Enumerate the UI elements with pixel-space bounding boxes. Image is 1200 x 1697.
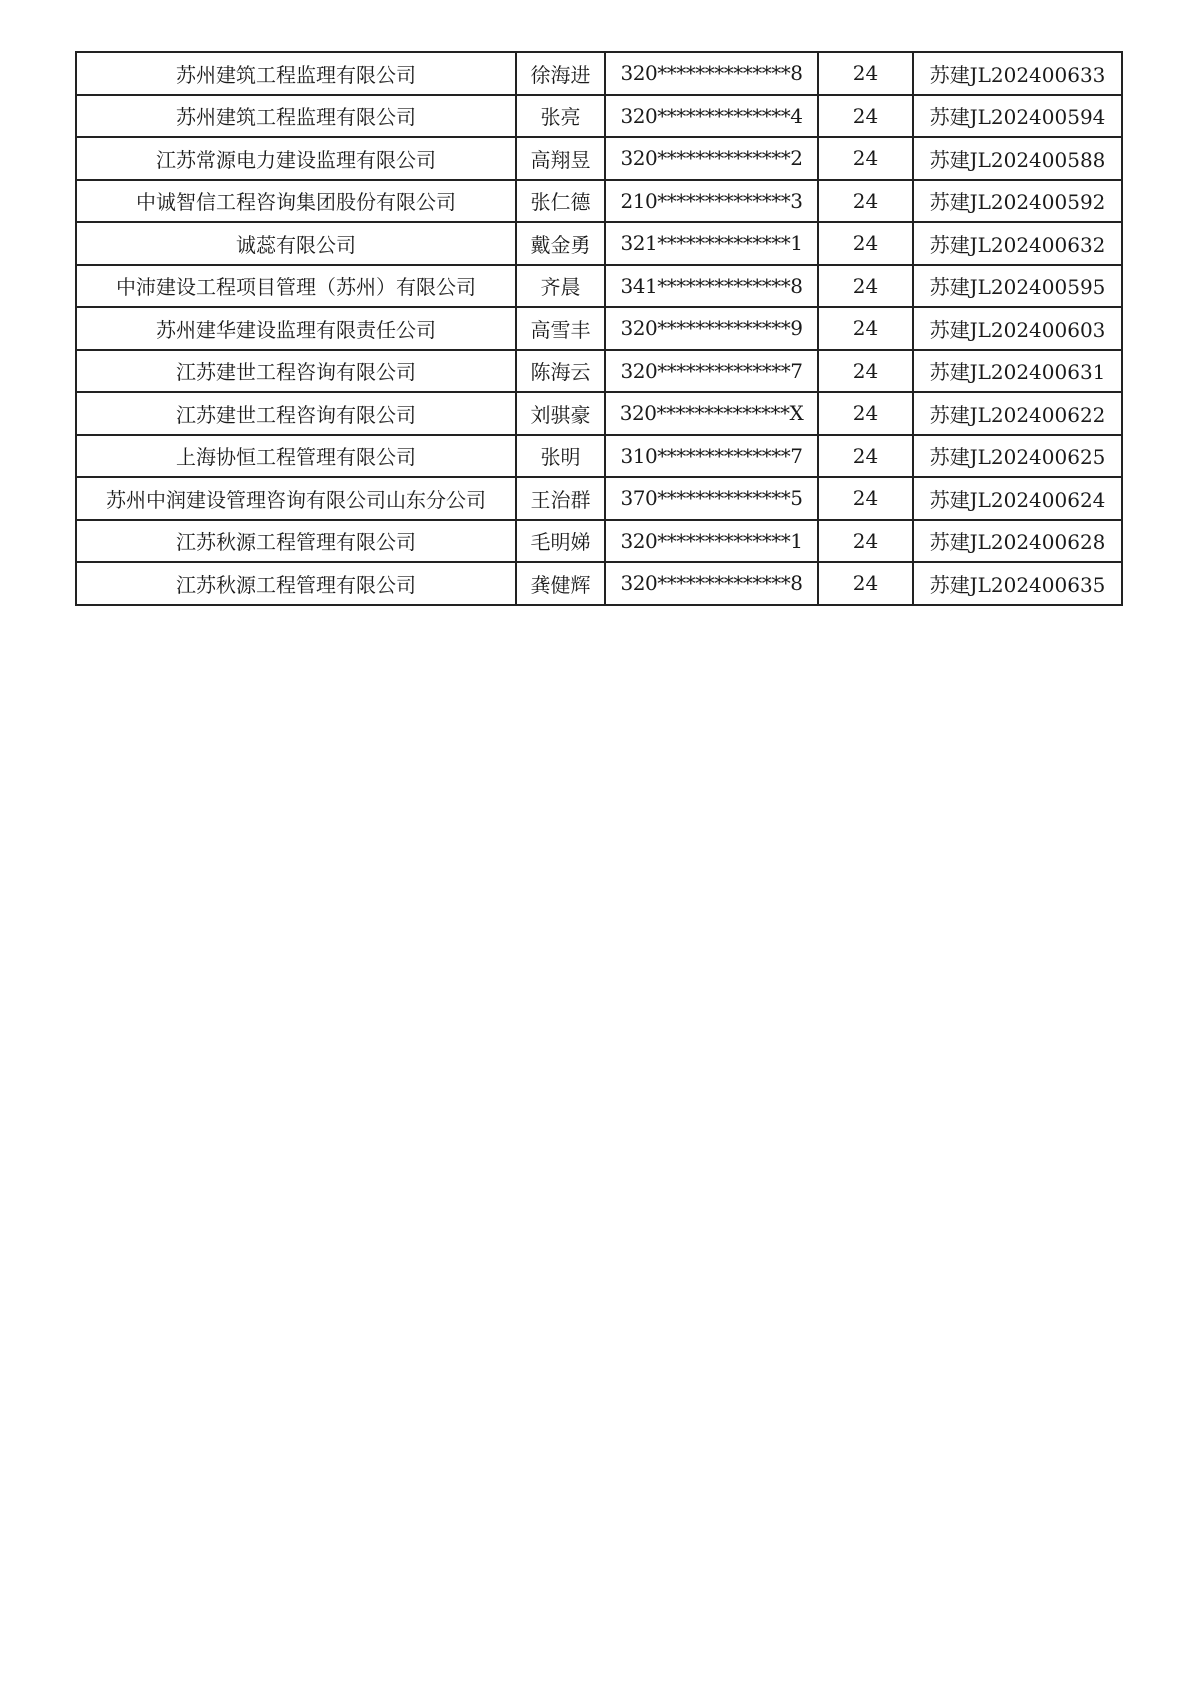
id-number-cell: 320**************2 xyxy=(605,137,818,180)
name-cell: 张亮 xyxy=(516,95,605,138)
id-number-cell: 320**************4 xyxy=(605,95,818,138)
hours-cell: 24 xyxy=(818,52,913,95)
company-cell: 苏州建筑工程监理有限公司 xyxy=(76,52,516,95)
table-row xyxy=(76,222,1122,265)
company-cell: 江苏建世工程咨询有限公司 xyxy=(76,392,516,435)
hours-cell: 24 xyxy=(818,520,913,563)
hours-cell: 24 xyxy=(818,562,913,605)
table-row xyxy=(76,520,1122,563)
company-cell: 江苏秋源工程管理有限公司 xyxy=(76,562,516,605)
company-cell: 苏州建筑工程监理有限公司 xyxy=(76,95,516,138)
company-cell: 苏州中润建设管理咨询有限公司山东分公司 xyxy=(76,477,516,520)
name-cell: 张明 xyxy=(516,435,605,478)
name-cell: 徐海进 xyxy=(516,52,605,95)
hours-cell: 24 xyxy=(818,435,913,478)
hours-cell: 24 xyxy=(818,180,913,223)
certificate-number-cell: 苏建JL202400592 xyxy=(913,180,1122,223)
hours-cell: 24 xyxy=(818,307,913,350)
company-cell: 江苏秋源工程管理有限公司 xyxy=(76,520,516,563)
id-number-cell: 320**************7 xyxy=(605,350,818,393)
table-row xyxy=(76,95,1122,138)
certificate-number-cell: 苏建JL202400628 xyxy=(913,520,1122,563)
table-row xyxy=(76,392,1122,435)
certificate-number-cell: 苏建JL202400624 xyxy=(913,477,1122,520)
name-cell: 齐晨 xyxy=(516,265,605,308)
table-row xyxy=(76,562,1122,605)
certificate-number-cell: 苏建JL202400588 xyxy=(913,137,1122,180)
id-number-cell: 320**************8 xyxy=(605,52,818,95)
roster-table-body xyxy=(76,52,1122,605)
certificate-number-cell: 苏建JL202400594 xyxy=(913,95,1122,138)
roster-table xyxy=(75,51,1123,606)
certificate-number-cell: 苏建JL202400595 xyxy=(913,265,1122,308)
table-row xyxy=(76,435,1122,478)
certificate-number-cell: 苏建JL202400625 xyxy=(913,435,1122,478)
name-cell: 刘骐豪 xyxy=(516,392,605,435)
certificate-number-cell: 苏建JL202400633 xyxy=(913,52,1122,95)
id-number-cell: 320**************X xyxy=(605,392,818,435)
company-cell: 苏州建华建设监理有限责任公司 xyxy=(76,307,516,350)
table-row xyxy=(76,350,1122,393)
hours-cell: 24 xyxy=(818,95,913,138)
company-cell: 诚蕊有限公司 xyxy=(76,222,516,265)
name-cell: 高雪丰 xyxy=(516,307,605,350)
company-cell: 江苏常源电力建设监理有限公司 xyxy=(76,137,516,180)
id-number-cell: 341**************8 xyxy=(605,265,818,308)
hours-cell: 24 xyxy=(818,222,913,265)
certificate-number-cell: 苏建JL202400635 xyxy=(913,562,1122,605)
hours-cell: 24 xyxy=(818,137,913,180)
id-number-cell: 320**************1 xyxy=(605,520,818,563)
certificate-number-cell: 苏建JL202400631 xyxy=(913,350,1122,393)
id-number-cell: 210**************3 xyxy=(605,180,818,223)
id-number-cell: 370**************5 xyxy=(605,477,818,520)
company-cell: 上海协恒工程管理有限公司 xyxy=(76,435,516,478)
name-cell: 张仁德 xyxy=(516,180,605,223)
hours-cell: 24 xyxy=(818,477,913,520)
name-cell: 毛明娣 xyxy=(516,520,605,563)
name-cell: 陈海云 xyxy=(516,350,605,393)
id-number-cell: 310**************7 xyxy=(605,435,818,478)
id-number-cell: 320**************9 xyxy=(605,307,818,350)
name-cell: 戴金勇 xyxy=(516,222,605,265)
table-row xyxy=(76,52,1122,95)
name-cell: 龚健辉 xyxy=(516,562,605,605)
table-row xyxy=(76,265,1122,308)
company-cell: 中沛建设工程项目管理（苏州）有限公司 xyxy=(76,265,516,308)
id-number-cell: 320**************8 xyxy=(605,562,818,605)
certificate-number-cell: 苏建JL202400603 xyxy=(913,307,1122,350)
company-cell: 中诚智信工程咨询集团股份有限公司 xyxy=(76,180,516,223)
id-number-cell: 321**************1 xyxy=(605,222,818,265)
table-row xyxy=(76,477,1122,520)
table-row xyxy=(76,137,1122,180)
certificate-number-cell: 苏建JL202400622 xyxy=(913,392,1122,435)
hours-cell: 24 xyxy=(818,265,913,308)
table-row xyxy=(76,180,1122,223)
table-row xyxy=(76,307,1122,350)
company-cell: 江苏建世工程咨询有限公司 xyxy=(76,350,516,393)
name-cell: 高翔昱 xyxy=(516,137,605,180)
name-cell: 王治群 xyxy=(516,477,605,520)
hours-cell: 24 xyxy=(818,392,913,435)
certificate-number-cell: 苏建JL202400632 xyxy=(913,222,1122,265)
hours-cell: 24 xyxy=(818,350,913,393)
